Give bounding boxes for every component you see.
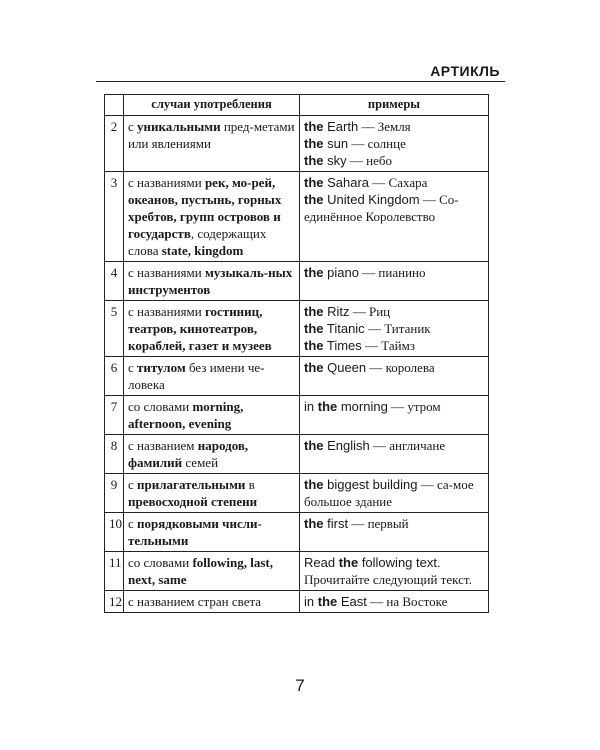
- english-phrase: Earth: [323, 119, 359, 134]
- row-number: 5: [105, 301, 124, 357]
- russian-translation: — Риц: [349, 304, 391, 319]
- running-header: АРТИКЛЬ: [430, 63, 500, 79]
- example-line: [304, 135, 484, 152]
- table-header-row: [105, 95, 489, 116]
- article-the: the: [304, 360, 324, 375]
- usage-case-text: с: [128, 516, 138, 531]
- english-phrase: piano: [323, 265, 359, 280]
- article-the: the: [317, 594, 338, 609]
- table-row: [105, 116, 489, 172]
- row-number: 6: [105, 357, 124, 396]
- table-row: [105, 552, 489, 591]
- english-phrase: Sahara: [323, 175, 370, 190]
- usage-case-cell: [124, 435, 300, 474]
- column-header-cases: случаи употребления: [124, 95, 300, 116]
- usage-case-text: со словами: [128, 555, 193, 570]
- usage-case-cell: [124, 357, 300, 396]
- english-phrase: sun: [323, 136, 349, 151]
- usage-case-keyword: титулом: [137, 360, 186, 375]
- usage-case-text: с названием стран света: [128, 594, 262, 609]
- examples-cell: [300, 435, 489, 474]
- row-number: 10: [105, 513, 124, 552]
- usage-case-text: без имени че-ловека: [128, 360, 265, 392]
- example-line: [304, 476, 484, 510]
- article-the: the: [317, 399, 338, 414]
- usage-case-text: , содержащих слова: [128, 226, 267, 258]
- usage-case-text: семей: [182, 455, 219, 470]
- russian-translation: — солнце: [348, 136, 406, 151]
- table-row: [105, 435, 489, 474]
- russian-translation: — пианино: [358, 265, 426, 280]
- example-line: [304, 571, 484, 588]
- article-the: the: [304, 321, 324, 336]
- example-line: [304, 191, 484, 225]
- examples-cell: [300, 591, 489, 613]
- example-line: [304, 118, 484, 135]
- usage-case-keyword: state, kingdom: [161, 243, 244, 258]
- usage-case-text: с: [128, 119, 138, 134]
- article-the: the: [304, 119, 324, 134]
- english-phrase: East: [337, 594, 367, 609]
- article-the: the: [304, 175, 324, 190]
- example-line: [304, 554, 484, 571]
- russian-translation: — Земля: [358, 119, 411, 134]
- english-phrase: following text.: [358, 555, 441, 570]
- article-the: the: [304, 153, 324, 168]
- table-row: [105, 301, 489, 357]
- article-the: the: [304, 338, 324, 353]
- example-line: [304, 303, 484, 320]
- usage-case-keyword: народов, фамилий: [128, 438, 249, 470]
- usage-case-text: пред-метами или явлениями: [128, 119, 295, 151]
- usage-case-keyword: рек, мо-рей, океанов, пустынь, горных хребтов, групп островов и государств: [128, 175, 282, 241]
- russian-translation: Прочитайте следующий текст.: [304, 572, 472, 587]
- article-the: the: [304, 136, 324, 151]
- row-number: 12: [105, 591, 124, 613]
- example-line: [304, 174, 484, 191]
- table-row: [105, 396, 489, 435]
- example-line: [304, 337, 484, 354]
- russian-translation: — са-мое большое здание: [304, 477, 474, 509]
- row-number: 3: [105, 172, 124, 262]
- usage-case-keyword: гостиниц, театров, кинотеатров, кораблей, газет и музеев: [128, 304, 272, 353]
- usage-case-text: с названием: [128, 438, 198, 453]
- russian-translation: — первый: [348, 516, 409, 531]
- usage-case-text: с: [128, 360, 138, 375]
- row-number: 7: [105, 396, 124, 435]
- english-phrase: Titanic: [323, 321, 365, 336]
- article-the: the: [338, 555, 359, 570]
- table-body: [105, 116, 489, 613]
- row-number: 4: [105, 262, 124, 301]
- row-number: 2: [105, 116, 124, 172]
- russian-translation: — Со-единённое Королевство: [304, 192, 459, 224]
- examples-cell: [300, 116, 489, 172]
- column-header-number: [105, 95, 124, 116]
- russian-translation: — Титаник: [364, 321, 431, 336]
- article-the: the: [304, 438, 324, 453]
- examples-cell: [300, 301, 489, 357]
- usage-case-keyword: прилагательными: [137, 477, 246, 492]
- table-row: [105, 591, 489, 613]
- usage-case-keyword: morning, afternoon, evening: [128, 399, 244, 431]
- example-line: [304, 515, 484, 532]
- article-the: the: [304, 304, 324, 319]
- usage-case-cell: [124, 513, 300, 552]
- article-the: the: [304, 516, 324, 531]
- table-row: [105, 357, 489, 396]
- english-phrase: biggest building: [323, 477, 418, 492]
- usage-case-keyword: уникальными: [137, 119, 221, 134]
- usage-case-text: с названиями: [128, 304, 205, 319]
- column-header-examples: примеры: [300, 95, 489, 116]
- usage-case-cell: [124, 396, 300, 435]
- russian-translation: — Таймз: [361, 338, 416, 353]
- usage-case-cell: [124, 172, 300, 262]
- examples-cell: [300, 513, 489, 552]
- usage-case-keyword: following, last, next, same: [128, 555, 273, 587]
- page-number: 7: [295, 676, 305, 695]
- row-number: 8: [105, 435, 124, 474]
- english-phrase: Ritz: [323, 304, 350, 319]
- example-line: [304, 152, 484, 169]
- english-phrase: morning: [337, 399, 388, 414]
- table-row: [105, 172, 489, 262]
- article-the: the: [304, 192, 324, 207]
- english-phrase: Queen: [323, 360, 367, 375]
- usage-case-keyword: музыкаль-ных инструментов: [128, 265, 293, 297]
- russian-translation: — Сахара: [369, 175, 428, 190]
- examples-cell: [300, 172, 489, 262]
- english-phrase: sky: [323, 153, 347, 168]
- example-line: [304, 398, 484, 415]
- examples-cell: [300, 474, 489, 513]
- row-number: 9: [105, 474, 124, 513]
- usage-case-cell: [124, 591, 300, 613]
- usage-case-cell: [124, 116, 300, 172]
- table-row: [105, 513, 489, 552]
- examples-cell: [300, 357, 489, 396]
- usage-case-cell: [124, 262, 300, 301]
- usage-case-keyword: порядковыми числи-тельными: [128, 516, 262, 548]
- example-line: [304, 320, 484, 337]
- russian-translation: — англичане: [369, 438, 446, 453]
- russian-translation: — небо: [346, 153, 392, 168]
- english-phrase: United Kingdom: [323, 192, 420, 207]
- usage-case-text: в: [245, 477, 255, 492]
- article-usage-table: [104, 94, 489, 613]
- english-phrase: in: [304, 399, 318, 414]
- russian-translation: — утром: [387, 399, 441, 414]
- table-row: [105, 474, 489, 513]
- row-number: 11: [105, 552, 124, 591]
- english-phrase: Times: [323, 338, 362, 353]
- table-row: [105, 262, 489, 301]
- article-the: the: [304, 265, 324, 280]
- examples-cell: [300, 552, 489, 591]
- article-the: the: [304, 477, 324, 492]
- examples-cell: [300, 396, 489, 435]
- example-line: [304, 359, 484, 376]
- examples-cell: [300, 262, 489, 301]
- example-line: [304, 264, 484, 281]
- example-line: [304, 437, 484, 454]
- english-phrase: in: [304, 594, 318, 609]
- english-phrase: Read: [304, 555, 339, 570]
- usage-case-cell: [124, 474, 300, 513]
- english-phrase: first: [323, 516, 349, 531]
- usage-case-cell: [124, 301, 300, 357]
- usage-case-text: с: [128, 477, 138, 492]
- header-rule: [96, 81, 505, 82]
- usage-case-text: с названиями: [128, 175, 205, 190]
- example-line: [304, 593, 484, 610]
- usage-case-text: с названиями: [128, 265, 205, 280]
- usage-case-keyword: превосходной степени: [128, 494, 258, 509]
- english-phrase: English: [323, 438, 370, 453]
- russian-translation: — на Востоке: [366, 594, 448, 609]
- russian-translation: — королева: [366, 360, 435, 375]
- usage-case-cell: [124, 552, 300, 591]
- usage-case-text: со словами: [128, 399, 193, 414]
